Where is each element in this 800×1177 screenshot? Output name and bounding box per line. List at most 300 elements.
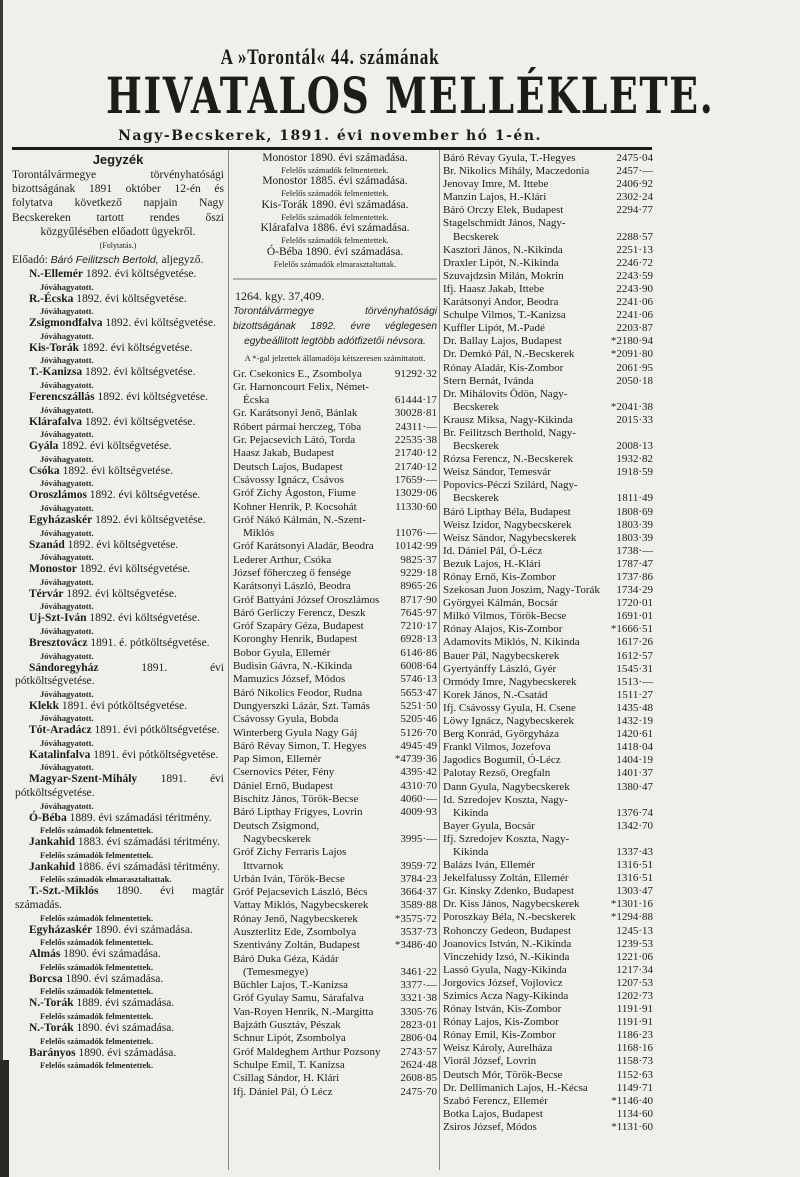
tax-amount: 1808·69 (616, 505, 653, 518)
entry-decision: Felelős számadók felmentettek. (40, 912, 154, 923)
taxpayer-name: Báró Révay Gyula, T.-Hegyes (443, 152, 576, 164)
taxpayer-name: Bayer Gyula, Bocsár (443, 819, 535, 832)
entry-text: 1892. évi költségvetése. (84, 415, 196, 428)
taxpayer-name: Dr. Demkó Pál, N.-Becskerek (443, 348, 575, 361)
taxpayer-row (233, 647, 437, 660)
entry-place: Gyála (29, 440, 59, 453)
agenda-entry (12, 637, 224, 651)
taxpayer-row (443, 925, 653, 938)
taxpayer-row (443, 283, 653, 296)
tax-amount: *4739·36 (394, 753, 437, 766)
taxpayer-row (443, 204, 653, 217)
taxpayer-name: Kasztori János, N.-Kikinda (443, 243, 563, 256)
taxpayer-name: Gr. Karátsonyi Jenő, Bánlak (233, 407, 358, 420)
tax-amount: 1612·57 (616, 649, 653, 662)
taxpayer-name: Ifj. Haasz Jakab, Ittebe (443, 282, 545, 295)
taxpayer-row (443, 1055, 653, 1068)
taxpayer-name: Szekosan Juon Joszim, Nagy-Torák (443, 584, 600, 597)
tax-amount: 1239·53 (616, 937, 653, 950)
taxpayer-row (443, 663, 653, 676)
taxpayer-name: Báró Révay Simon, T. Hegyes (233, 739, 367, 752)
entry-place: N.-Torák (29, 997, 74, 1010)
entry-place: R.-Écska (29, 292, 74, 305)
entry-place: Oroszlámos (29, 489, 87, 502)
taxpayer-name: Rónay Emil, Kis-Zombor (443, 1029, 556, 1042)
entry-text: 1891. é. pótköltségvetése. (90, 636, 210, 649)
taxpayer-row (233, 1019, 437, 1032)
taxpayer-row (443, 375, 653, 388)
tax-amount: 1918·59 (616, 466, 653, 479)
taxpayer-name: Bauer Pál, Nagybecskerek (443, 649, 560, 662)
entry-text: 1892. évi költségvetése. (89, 489, 201, 502)
taxpayer-row (443, 388, 653, 414)
entry-place: T.-Kanizsa (29, 366, 83, 379)
taxpayer-row (233, 447, 437, 460)
taxpayer-row (443, 453, 653, 466)
taxpayer-name: Lassó Gyula, Nagy-Kikinda (443, 963, 567, 976)
tax-amount: 2008·13 (616, 440, 653, 453)
tax-amount: 5126·70 (400, 726, 437, 739)
taxpayer-name: Zsiros József, Módos (443, 1120, 537, 1133)
masthead-title (10, 66, 715, 125)
tax-amount: 8717·90 (400, 593, 437, 606)
taxpayer-row (443, 898, 653, 911)
tax-amount: 2246·72 (616, 256, 653, 269)
taxpayer-row (233, 594, 437, 607)
entry-text: 1883. évi számadási téritmény. (77, 836, 220, 849)
taxpayer-row (443, 676, 653, 689)
dateline: Nagy-Becskerek, 1891. évi november hó 1-én. (118, 128, 542, 144)
taxpayer-name: Csávossy Ignácz, Csávos (233, 473, 344, 486)
agenda-entry (12, 440, 224, 454)
tax-amount: 1432·19 (616, 715, 653, 728)
taxpayer-row (233, 461, 437, 474)
taxpayer-name: Frankl Vilmos, Jozefova (443, 741, 551, 754)
taxpayer-row (233, 753, 437, 766)
entry-decision: Jóváhagyatott. (40, 552, 94, 563)
entry-place: Kis-Torák (29, 341, 80, 354)
agenda-entry (12, 1047, 224, 1061)
entry-decision: Jóváhagyatott. (40, 355, 94, 366)
tax-amount: 2608·85 (400, 1072, 437, 1085)
taxpayer-name: Joanovics István, N.-Kikinda (443, 937, 572, 950)
taxpayer-name: Bezuk Lajos, H.-Klári (443, 557, 541, 570)
entry-text: 1892. évi költségvetése. (85, 268, 197, 281)
taxpayer-name: Jenovay Imre, M. Ittebe (443, 178, 549, 191)
taxpayer-row (443, 1121, 653, 1134)
taxpayer-row (233, 1086, 437, 1099)
entry-text: 1892. évi költségvetése. (61, 440, 172, 453)
tax-amount: 1511·27 (616, 688, 653, 701)
taxpayer-name: Balázs Iván, Ellemér (443, 859, 535, 872)
entry-decision: Felelős számadók felmentettek. (40, 1011, 154, 1022)
presenter-line (12, 252, 224, 268)
entry-decision: Felelős számadók elmarasztaltattak. (40, 874, 172, 885)
tax-amount: 2294·77 (616, 204, 653, 217)
agenda-entry (12, 773, 224, 800)
tax-amount: *3575·72 (394, 912, 437, 925)
agenda-entry (12, 539, 224, 553)
taxpayer-row (443, 833, 653, 859)
taxpayer-row (233, 953, 437, 980)
entry-place: Borcsa (29, 972, 63, 985)
entry-decision: Jóváhagyatott. (40, 762, 94, 773)
section-heading: Jegyzék (92, 152, 144, 167)
entry-text: 1890. évi számadása. (63, 948, 161, 961)
tax-amount: 1337·43 (616, 845, 653, 858)
agenda-entry (12, 514, 224, 528)
agenda-entry (12, 836, 224, 850)
tax-amount: *1301·16 (610, 898, 653, 911)
tax-amount: 1418·04 (616, 741, 653, 754)
tax-amount: 3784·23 (400, 872, 437, 885)
taxpayer-name: Deutsch Lajos, Budapest (233, 460, 343, 473)
tax-amount: 1217·34 (616, 963, 653, 976)
column-agenda (12, 152, 224, 1071)
taxpayer-row (443, 610, 653, 623)
entry-place: Térvár (29, 587, 64, 600)
entry-decision: Felelős számadók felmentettek. (281, 235, 389, 246)
tax-amount: 2015·33 (616, 413, 653, 426)
entry-place: Magyar-Szent-Mihály (29, 773, 138, 786)
entry-place: Uj-Szt-Iván (29, 612, 87, 625)
taxpayer-row (443, 191, 653, 204)
taxpayer-name: Schulpe Vilmos, T.-Kanizsa (443, 309, 566, 322)
taxpayer-row (443, 427, 653, 453)
tax-amount: 1316·51 (616, 872, 653, 885)
taxpayer-name: Szentivány Zoltán, Budapest (233, 939, 360, 952)
taxpayer-row (233, 501, 437, 514)
tax-amount: 3305·76 (400, 1005, 437, 1018)
entry-decision: Felelős számadók felmentettek. (40, 961, 154, 972)
taxpayer-name: Milkó Vilmos, Török-Becse (443, 610, 567, 623)
tax-amount: 4060·— (400, 793, 437, 806)
tax-amount: 21740·12 (394, 460, 437, 473)
taxpayer-name: Bischitz János, Török-Becse (233, 793, 359, 806)
taxpayer-list (233, 368, 437, 1099)
tax-amount: 21740·12 (394, 447, 437, 460)
taxpayer-name: Ifj. Csávossy Gyula, H. Csene (443, 701, 576, 714)
taxpayer-name: Dann Gyula, Nagybecskerek (443, 780, 570, 793)
agenda-entry (12, 612, 224, 626)
taxpayer-row (443, 636, 653, 649)
entry-decision: Felelős számadók felmentettek. (40, 849, 154, 860)
taxpayer-name: Ifj. Dániel Pál, Ó Lécz (233, 1085, 333, 1098)
column-rule (439, 150, 440, 1170)
taxpayer-name: Dr. Dellimanich Lajos, H.-Kécsa (443, 1081, 588, 1094)
tax-amount: 2475·04 (616, 152, 653, 164)
tax-amount: 1404·19 (616, 754, 653, 767)
tax-amount: 91292·32 (394, 367, 437, 380)
taxpayer-name: Dániel Ernő, Budapest (233, 779, 333, 792)
taxpayer-row (443, 1029, 653, 1042)
entry-text: 1890. évi számadása. (65, 972, 164, 985)
tax-amount: 2624·48 (400, 1058, 437, 1071)
presenter-label: Előadó: (12, 254, 48, 267)
taxpayer-name: Báró Nikolics Feodor, Rudna (233, 686, 363, 699)
entry-decision: Jóváhagyatott. (40, 453, 94, 464)
taxpayer-name: Gróf Battyáni József Oroszlámos (233, 593, 380, 606)
presenter-role: aljegyző. (161, 254, 204, 267)
agenda-entry: Monostor 1885. évi számadása. (262, 175, 408, 188)
section-divider (233, 278, 437, 280)
taxpayer-name: Szabó Ferencz, Ellemér (443, 1094, 548, 1107)
continued-label: (Folytatás.) (99, 241, 137, 251)
entry-place: T.-Szt.-Miklós (29, 885, 99, 898)
taxpayer-row (233, 554, 437, 567)
tax-amount: 2203·87 (616, 322, 653, 335)
taxpayer-name: Urbán Iván, Török-Becse (233, 872, 345, 885)
continued-agenda-list (233, 152, 437, 269)
taxpayer-name: Draxler Lipót, N.-Kikinda (443, 256, 559, 269)
taxpayer-row (233, 899, 437, 912)
entry-decision: Jóváhagyatott. (40, 713, 94, 724)
taxpayer-row (443, 584, 653, 597)
tax-amount: 1720·01 (616, 597, 653, 610)
entry-place: Klekk (29, 699, 60, 712)
tax-amount: *2041·38 (610, 400, 653, 413)
taxpayer-name: Weisz Károly, Aurelháza (443, 1042, 553, 1055)
entry-decision: Felelős számadók felmentettek. (40, 986, 154, 997)
taxpayer-name: Weisz Izidor, Nagybecskerek (443, 518, 572, 531)
tax-amount: 5205·46 (400, 713, 437, 726)
tax-amount: 3377·— (400, 979, 437, 992)
tax-amount: 5746·13 (400, 673, 437, 686)
entry-decision: Felelős számadók felmentettek. (40, 1060, 154, 1071)
agenda-entry (12, 416, 224, 430)
tax-amount: 2457·— (616, 165, 653, 178)
taxpayer-name: Vinczehidy Izsó, N.-Kikinda (443, 950, 570, 963)
entry-text: 1892. évi költségvetése. (95, 513, 206, 526)
taxpayer-row (443, 728, 653, 741)
tax-amount: 1134·60 (616, 1107, 653, 1120)
entry-decision: Jóváhagyatott. (40, 281, 94, 292)
tax-amount: 1158·73 (616, 1055, 653, 1068)
entry-text: 1892. évi költségvetése. (67, 538, 179, 551)
tax-amount: *2091·80 (610, 348, 653, 361)
tax-amount: 2302·24 (616, 191, 653, 204)
taxpayer-name: Schnur Lipót, Zsombolya (233, 1032, 346, 1045)
taxpayer-row (443, 1082, 653, 1095)
entry-place: N.-Ellemér (29, 268, 83, 281)
taxpayer-row (443, 309, 653, 322)
taxpayer-name: Báró Gerliczy Ferencz, Deszk (233, 606, 366, 619)
taxpayer-row (233, 607, 437, 620)
tax-amount: 2050·18 (616, 374, 653, 387)
tax-amount: 6146·86 (400, 646, 437, 659)
taxpayer-row (443, 781, 653, 794)
taxpayer-row (443, 1003, 653, 1016)
taxpayer-name: Jekelfalussy Zoltán, Ellemér (443, 872, 569, 885)
taxpayer-row (233, 873, 437, 886)
taxpayer-row (233, 687, 437, 700)
taxpayer-row (443, 964, 653, 977)
agenda-entry (12, 563, 224, 577)
taxpayer-name: Karátsonyi Andor, Beodra (443, 296, 559, 309)
taxpayer-row (443, 217, 653, 243)
taxpayer-row (233, 1072, 437, 1085)
taxpayer-row (233, 1059, 437, 1072)
taxpayer-name: Gróf Pejacsevich László, Bécs (233, 886, 368, 899)
tax-amount: 2241·06 (616, 296, 653, 309)
agenda-entry (12, 812, 224, 826)
column-taxpayers-1 (233, 152, 437, 1099)
agenda-entry (12, 724, 224, 738)
taxpayer-row (443, 1016, 653, 1029)
taxpayer-row (233, 580, 437, 593)
taxpayer-list (443, 152, 653, 1134)
taxpayer-row (443, 623, 653, 636)
agenda-entry (12, 268, 224, 282)
taxpayer-name: Korek János, N.-Csatád (443, 688, 548, 701)
taxpayer-row (233, 806, 437, 819)
taxpayer-name: Ifj. Szredojev Koszta, Nagy-Kikinda (443, 832, 570, 858)
taxpayer-row (233, 421, 437, 434)
taxpayer-name: Budisin Gávra, N.-Kikinda (233, 660, 353, 673)
agenda-entry: Klárafalva 1886. évi számadása. (260, 222, 410, 235)
taxpayer-name: Báró Orczy Elek, Budapest (443, 204, 564, 217)
entry-decision: Jóváhagyatott. (40, 502, 94, 513)
taxpayer-name: Rónay István, Kis-Zombor (443, 1003, 562, 1016)
taxpayer-row (233, 992, 437, 1005)
taxpayer-row (443, 990, 653, 1003)
taxpayer-name: Rohonczy Gedeon, Budapest (443, 924, 571, 937)
asterisk-note: A *-gal jelzettek államadója kétszeresen számittatott. (244, 353, 426, 364)
taxpayer-name: Gr. Csekonics E., Zsombolya (233, 367, 362, 380)
taxpayer-name: Rónay Ernő, Kis-Zombor (443, 571, 556, 583)
taxpayer-row (443, 885, 653, 898)
agenda-entry: Ó-Béba 1890. évi számadása. (266, 245, 404, 258)
entry-text: 1892. évi költségvetése. (79, 563, 191, 576)
entry-text: 1890. évi számadása. (95, 923, 193, 936)
taxpayer-name: Stern Bernát, Ivánda (443, 374, 534, 387)
entry-decision: Felelős számadók felmentettek. (40, 937, 154, 948)
scan-edge-shadow (0, 1060, 9, 1177)
tax-amount: 4945·49 (400, 739, 437, 752)
tax-amount: 1186·23 (616, 1029, 653, 1042)
entry-decision: Jóváhagyatott. (40, 650, 94, 661)
entry-text: 1892. évi költségvetése. (97, 390, 208, 403)
entry-place: Egyházaskér (29, 513, 93, 526)
taxpayer-row (233, 474, 437, 487)
entry-decision: Jóváhagyatott. (40, 527, 94, 538)
entry-decision: Felelős számadók felmentettek. (281, 164, 389, 175)
taxpayer-row (233, 700, 437, 713)
taxpayer-row (443, 754, 653, 767)
tax-amount: 9229·18 (400, 566, 437, 579)
entry-text: 1886. évi számadási téritmény. (77, 860, 220, 873)
taxpayer-name: Báró Duka Géza, Kádár (Temesmegye) (233, 952, 339, 978)
taxpayer-row (443, 702, 653, 715)
agenda-entry (12, 997, 224, 1011)
entry-text: 1892. évi költségvetése. (62, 464, 174, 477)
tax-amount: 3321·38 (400, 992, 437, 1005)
entry-decision: Jóváhagyatott. (40, 625, 94, 636)
entry-text: 1892. évi költségvetése. (85, 366, 196, 379)
masthead-kicker: A »Torontál« 44. számának (220, 44, 440, 69)
entry-text: 1891. évi pótköltségvetése. (15, 773, 224, 800)
entry-place: Jankahid (29, 836, 76, 849)
entry-text: 1889. évi számadási téritmény. (69, 811, 212, 824)
taxpayer-name: Pap Simon, Ellemér (233, 753, 322, 766)
tax-amount: 3589·88 (400, 899, 437, 912)
taxpayer-name: Gr. Pejacsevich Látó, Torda (233, 434, 356, 447)
agenda-entry: Kis-Torák 1890. évi számadása. (261, 198, 409, 211)
taxpayer-row (233, 540, 437, 553)
taxpayer-name: Br. Nikolics Mihály, Maczedonia (443, 165, 590, 178)
tax-amount: 1207·53 (616, 976, 653, 989)
taxpayer-row (443, 571, 653, 584)
taxpayer-name: Vattay Miklós, Nagybecskerek (233, 899, 369, 912)
entry-decision: Jóváhagyatott. (40, 800, 94, 811)
list-title: Torontálvármegye törvényhatósági bizottságának 1892. évre véglegesen egybeállitott legtöbb adótfizetői névsora. (233, 306, 437, 348)
taxpayer-row (233, 381, 437, 408)
taxpayer-row (233, 660, 437, 673)
taxpayer-name: Jorgovics József, Vojlovicz (443, 976, 563, 989)
taxpayer-row (233, 633, 437, 646)
entry-place: Szanád (29, 538, 65, 551)
taxpayer-name: Adamovits Miklós, N. Kikinda (443, 636, 580, 649)
taxpayer-row (443, 872, 653, 885)
tax-amount: *2180·94 (610, 335, 653, 348)
tax-amount: 1738·— (616, 544, 653, 557)
taxpayer-row (443, 466, 653, 479)
tax-amount: 2406·92 (616, 178, 653, 191)
tax-amount: 1803·39 (616, 518, 653, 531)
taxpayer-name: Gróf Gyulay Samu, Sárafalva (233, 992, 364, 1005)
tax-amount: 6008·64 (400, 660, 437, 673)
taxpayer-name: Winterberg Gyula Nagy Gáj (233, 726, 358, 739)
taxpayer-name: Botka Lajos, Budapest (443, 1107, 543, 1120)
taxpayer-name: Rónay Jenő, Nagybecskerek (233, 912, 358, 925)
taxpayer-name: Szimics Acza Nagy-Kikinda (443, 990, 569, 1002)
entry-place: N.-Torák (29, 1022, 74, 1035)
taxpayer-name: Báró Lipthay Frigyes, Lovrin (233, 806, 363, 819)
tax-amount: 1545·31 (616, 662, 653, 675)
tax-amount: 9825·37 (400, 553, 437, 566)
entry-text: 1891. évi pótköltségvetése. (61, 699, 188, 712)
tax-amount: 1303·47 (616, 885, 653, 898)
taxpayer-name: Popovics-Péczi Szilárd, Nagy-Becskerek (443, 479, 578, 505)
tax-amount: 1245·13 (616, 924, 653, 937)
taxpayer-row (233, 620, 437, 633)
taxpayer-name: Gróf Szapáry Géza, Budapest (233, 620, 364, 633)
tax-amount: 1435·48 (616, 701, 653, 714)
entry-text: 1890. évi számadása. (76, 1022, 175, 1035)
entry-decision: Felelős számadók felmentettek. (281, 188, 389, 199)
tax-amount: 1221·06 (616, 950, 653, 963)
taxpayer-row (443, 362, 653, 375)
entry-place: Egyházaskér (29, 923, 93, 936)
entry-decision: Jóváhagyatott. (40, 330, 94, 341)
taxpayer-row (443, 689, 653, 702)
taxpayer-row (443, 1042, 653, 1055)
taxpayer-name: Gróf Maldeghem Arthur Pozsony (233, 1045, 381, 1058)
entry-text: 1892. évi költségvetése. (105, 317, 216, 330)
tax-amount: *1666·51 (610, 623, 653, 636)
tax-amount: 11076·— (395, 527, 437, 540)
tax-amount: 2288·57 (616, 230, 653, 243)
entry-decision: Jóváhagyatott. (40, 576, 94, 587)
tax-amount: 1191·91 (616, 1016, 653, 1029)
taxpayer-name: Palotay Rezső, Oregfaln (443, 767, 551, 780)
agenda-entry (12, 1022, 224, 1036)
tax-amount: 1734·29 (616, 584, 653, 597)
tax-amount: 2251·13 (616, 243, 653, 256)
tax-amount: 11330·60 (395, 500, 437, 513)
taxpayer-name: Manzin Lajos, H.-Klári (443, 191, 547, 204)
taxpayer-row (233, 793, 437, 806)
